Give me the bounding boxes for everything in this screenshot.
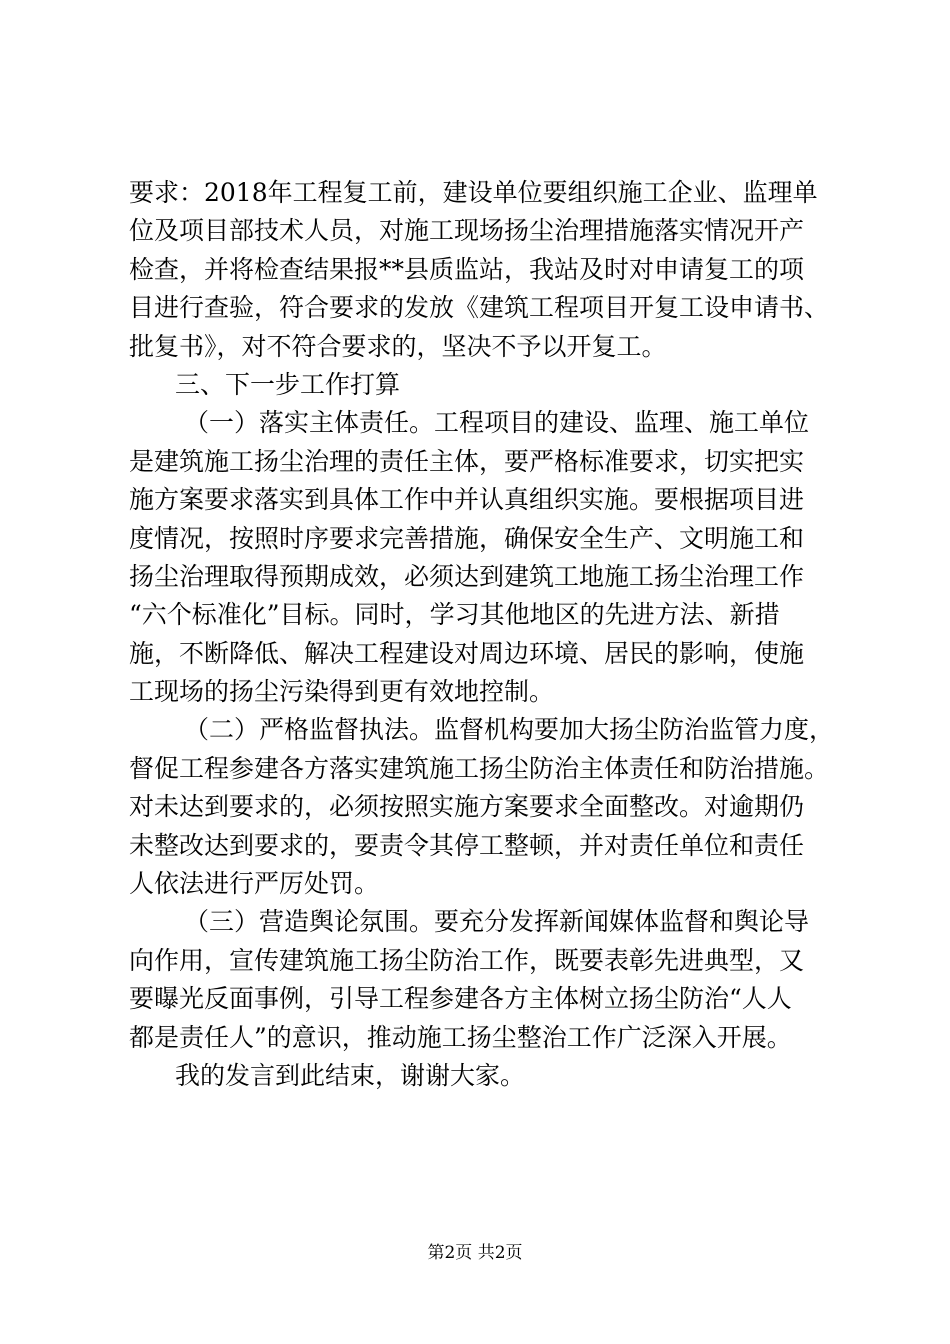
section-heading: 三、下一步工作打算: [175, 369, 401, 399]
closing-line: 我的发言到此结束，谢谢大家。: [175, 1060, 526, 1090]
text-line: 检查，并将检查结果报**县质监站，我站及时对申请复工的项: [129, 254, 805, 284]
paragraph-start: （一）落实主体责任。工程项目的建设、监理、施工单位: [184, 408, 810, 438]
paragraph-start: （二）严格监督执法。监督机构要加大扬尘防治监管力度，: [184, 715, 835, 745]
text-line: 对未达到要求的，必须按照实施方案要求全面整改。对逾期仍: [129, 792, 805, 822]
page-number: 第2页 共2页: [427, 1243, 523, 1263]
text-line: 督促工程参建各方落实建筑施工扬尘防治主体责任和防治措施。: [129, 753, 830, 783]
text-line: 未整改达到要求的，要责令其停工整顿，并对责任单位和责任: [129, 830, 805, 860]
text-line: 人依法进行严厉处罚。: [129, 869, 380, 899]
text-line: 都是责任人”的意识，推动施工扬尘整治工作广泛深入开展。: [129, 1022, 792, 1052]
text-line: 施方案要求落实到具体工作中并认真组织实施。要根据项目进: [129, 485, 805, 515]
text-line: 位及项目部技术人员，对施工现场扬尘治理措施落实情况开产: [129, 216, 805, 246]
page-footer: [0, 1242, 950, 1264]
text-line: 向作用，宣传建筑施工扬尘防治工作，既要表彰先进典型，又: [129, 945, 805, 975]
text-line: 目进行查验，符合要求的发放《建筑工程项目开复工设申请书、: [129, 293, 830, 323]
text-line: 工现场的扬尘污染得到更有效地控制。: [129, 677, 555, 707]
paragraph-start: （三）营造舆论氛围。要充分发挥新闻媒体监督和舆论导: [184, 907, 810, 937]
text-line: 扬尘治理取得预期成效，必须达到建筑工地施工扬尘治理工作: [129, 561, 805, 591]
text-line: “六个标准化”目标。同时，学习其他地区的先进方法、新措: [129, 600, 780, 630]
text-line: 要曝光反面事例，引导工程参建各方主体树立扬尘防治“人人: [129, 984, 792, 1014]
text-line: 批复书》，对不符合要求的，坚决不予以开复工。: [129, 331, 667, 361]
text-line: 施，不断降低、解决工程建设对周边环境、居民的影响，使施: [129, 638, 805, 668]
text-line: 要求：2018年工程复工前，建设单位要组织施工企业、监理单: [129, 178, 818, 207]
document-body: [129, 174, 859, 1095]
text-line: 度情况，按照时序要求完善措施，确保安全生产、文明施工和: [129, 523, 805, 553]
text-line: 是建筑施工扬尘治理的责任主体，要严格标准要求，切实把实: [129, 446, 805, 476]
